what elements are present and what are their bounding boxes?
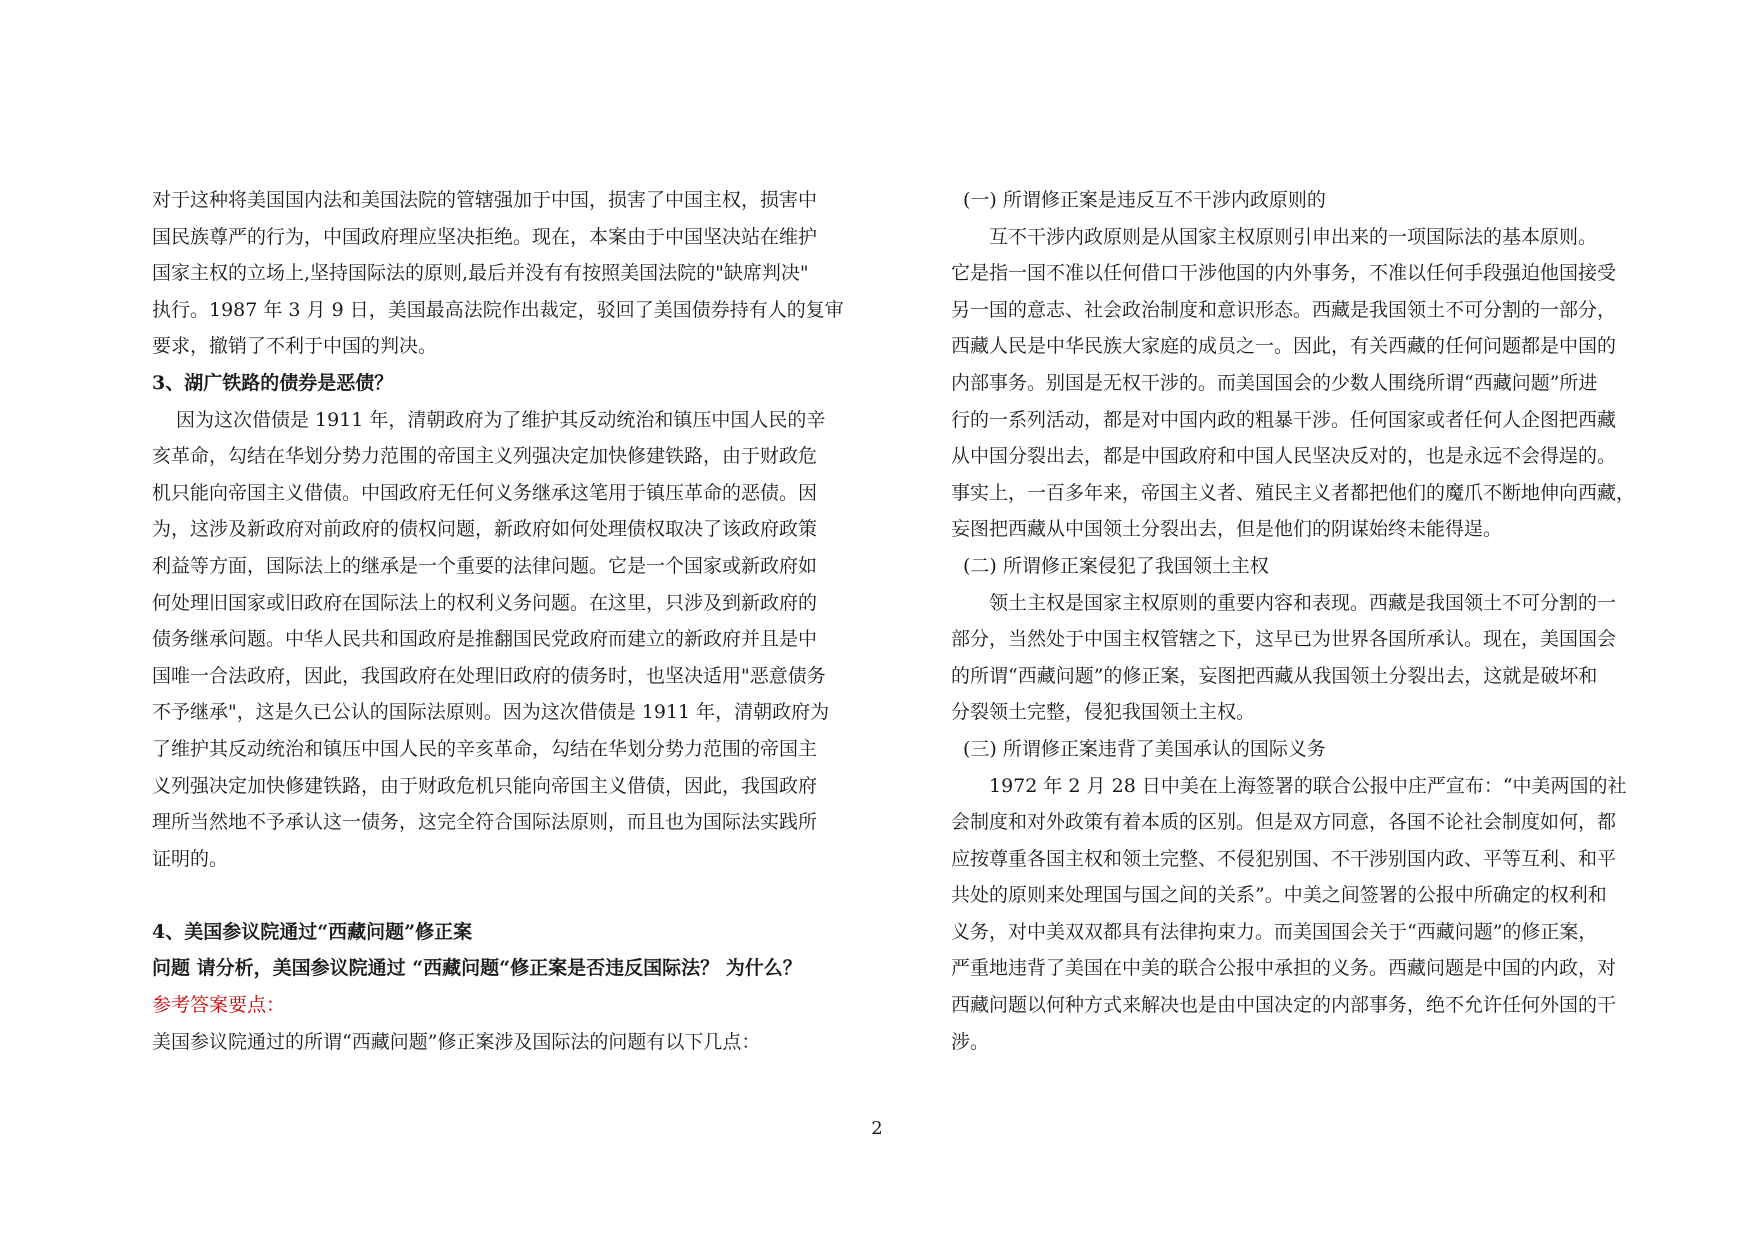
text-line: 因为这次借债是 1911 年，清朝政府为了维护其反动统治和镇压中国人民的辛 — [176, 408, 826, 431]
right-column — [951, 182, 1636, 1060]
text-line: 另一国的意志、社会政治制度和意识形态。西藏是我国领土不可分割的一部分， — [951, 298, 1617, 321]
subsection-title-3: (三) 所谓修正案违背了美国承认的国际义务 — [963, 737, 1326, 760]
text-line: 为，这涉及新政府对前政府的债权问题，新政府如何处理债权取决了该政府政策 — [152, 518, 818, 541]
question-line: 问题 请分析，美国参议院通过 “西藏问题“修正案是否违反国际法？ 为什么？ — [152, 957, 802, 980]
paragraph-international-obligations — [951, 768, 1627, 1061]
text-line: 涉。 — [951, 1030, 990, 1053]
text-line: 理所当然地不予承认这一债务，这完全符合国际法原则，而且也为国际法实践所 — [152, 811, 818, 834]
text-line: 义务，对中美双双都具有法律拘束力。而美国国会关于“西藏问题”的修正案， — [951, 920, 1598, 943]
text-line: 了维护其反动统治和镇压中国人民的辛亥革命，勾结在华划分势力范围的帝国主 — [152, 737, 818, 760]
text-line: 机只能向帝国主义借债。中国政府无任何义务继承这笔用于镇压革命的恶债。因 — [152, 481, 818, 504]
blank-line — [152, 877, 812, 914]
text-line: 领土主权是国家主权原则的重要内容和表现。西藏是我国领土不可分割的一 — [989, 591, 1617, 614]
text-line: 债务继承问题。中华人民共和国政府是推翻国民党政府而建立的新政府并且是中 — [152, 628, 818, 651]
answer-intro: 美国参议院通过的所谓“西藏问题”修正案涉及国际法的问题有以下几点： — [152, 1030, 761, 1053]
text-line: 国唯一合法政府，因此，我国政府在处理旧政府的债务时，也坚决适用"恶意债务 — [152, 664, 826, 687]
text-line: 何处理旧国家或旧政府在国际法上的权利义务问题。在这里，只涉及到新政府的 — [152, 591, 818, 614]
answer-label: 参考答案要点： — [152, 994, 286, 1017]
paragraph-sovereignty-ruling — [152, 182, 844, 365]
section-heading-3: 3、湖广铁路的债券是恶债？ — [152, 371, 394, 394]
text-line: 妄图把西藏从中国领土分裂出去，但是他们的阴谋始终未能得逞。 — [951, 518, 1503, 541]
page-number: 2 — [871, 1118, 883, 1139]
paragraph-non-interference — [951, 219, 1636, 548]
text-line: 部分，当然处于中国主权管辖之下，这早已为世界各国所承认。现在，美国国会 — [951, 628, 1617, 651]
text-line: 内部事务。别国是无权干涉的。而美国国会的少数人围绕所谓“西藏问题”所进 — [951, 371, 1598, 394]
text-line: 西藏问题以何种方式来解决也是由中国决定的内部事务，绝不允许任何外国的干 — [951, 994, 1617, 1017]
text-line: 会制度和对外政策有着本质的区别。但是双方同意，各国不论社会制度如何，都 — [951, 811, 1617, 834]
text-line: 的所谓“西藏问题”的修正案，妄图把西藏从我国领土分裂出去，这就是破坏和 — [951, 664, 1598, 687]
text-line: 行的一系列活动，都是对中国内政的粗暴干涉。任何国家或者任何人企图把西藏 — [951, 408, 1617, 431]
text-line: 义列强决定加快修建铁路，由于财政危机只能向帝国主义借债，因此，我国政府 — [152, 774, 818, 797]
text-line: 证明的。 — [152, 847, 229, 870]
text-line: 分裂领土完整，侵犯我国领土主权。 — [951, 701, 1256, 724]
text-line: 共处的原则来处理国与国之间的关系”。中美之间签署的公报中所确定的权利和 — [951, 884, 1607, 907]
text-line: 利益等方面，国际法上的继承是一个重要的法律问题。它是一个国家或新政府如 — [152, 554, 818, 577]
text-line: 1972 年 2 月 28 日中美在上海签署的联合公报中庄严宣布：“中美两国的社 — [989, 774, 1627, 797]
section-heading-4: 4、美国参议院通过“西藏问题”修正案 — [152, 920, 473, 943]
text-line: 互不干涉内政原则是从国家主权原则引申出来的一项国际法的基本原则。 — [989, 225, 1598, 248]
paragraph-odious-debt — [152, 402, 830, 878]
subsection-title-1: (一) 所谓修正案是违反互不干涉内政原则的 — [963, 189, 1326, 211]
left-column — [152, 182, 844, 1060]
text-line: 国民族尊严的行为，中国政府理应坚决拒绝。现在，本案由于中国坚决站在维护 — [152, 225, 818, 248]
text-line: 对于这种将美国国内法和美国法院的管辖强加于中国，损害了中国主权，损害中 — [152, 189, 818, 211]
text-line: 事实上，一百多年来，帝国主义者、殖民主义者都把他们的魔爪不断地伸向西藏， — [951, 481, 1636, 504]
text-line: 西藏人民是中华民族大家庭的成员之一。因此，有关西藏的任何问题都是中国的 — [951, 335, 1617, 358]
text-line: 不予继承"，这是久已公认的国际法原则。因为这次借债是 1911 年，清朝政府为 — [152, 701, 830, 724]
text-line: 国家主权的立场上,坚持国际法的原则,最后并没有有按照美国法院的"缺席判决" — [152, 262, 809, 285]
text-line: 执行。1987 年 3 月 9 日，美国最高法院作出裁定，驳回了美国债券持有人的复审 — [152, 298, 844, 321]
subsection-title-2: (二) 所谓修正案侵犯了我国领土主权 — [963, 554, 1269, 577]
paragraph-territorial-sovereignty — [951, 585, 1621, 731]
text-line: 要求，撤销了不利于中国的判决。 — [152, 335, 438, 358]
text-line: 它是指一国不准以任何借口干涉他国的内外事务，不准以任何手段强迫他国接受 — [951, 262, 1617, 285]
text-line: 应按尊重各国主权和领土完整、不侵犯别国、不干涉别国内政、平等互利、和平 — [951, 847, 1617, 870]
text-line: 从中国分裂出去，都是中国政府和中国人民坚决反对的，也是永远不会得逞的。 — [951, 445, 1617, 468]
text-line: 严重地违背了美国在中美的联合公报中承担的义务。西藏问题是中国的内政，对 — [951, 957, 1617, 980]
text-line: 亥革命，勾结在华划分势力范围的帝国主义列强决定加快修建铁路，由于财政危 — [152, 445, 818, 468]
